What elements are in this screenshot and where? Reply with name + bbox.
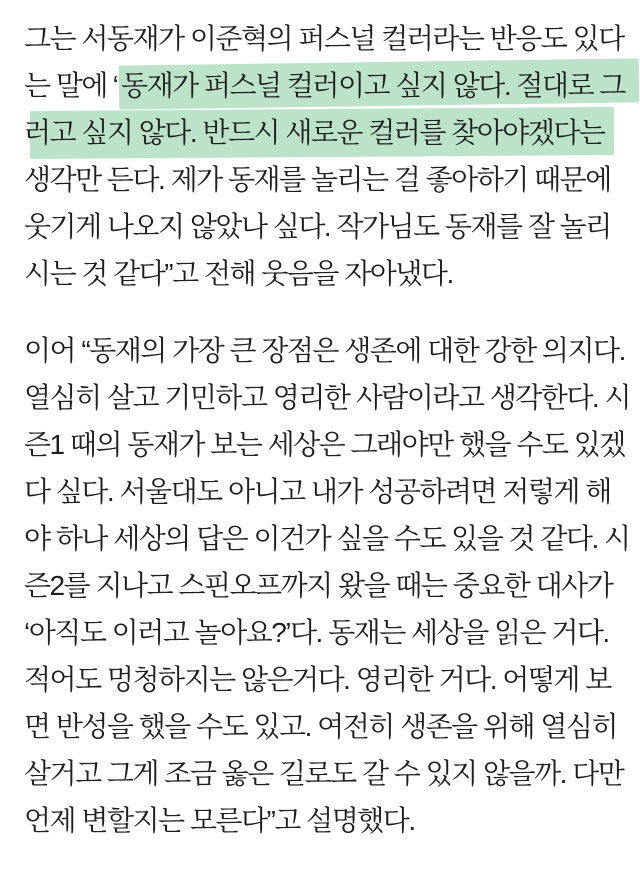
paragraph-2 <box>24 327 631 844</box>
text-line: 야 하나 세상의 답은 이건가 싶을 수도 있을 것 같다. 시 <box>24 523 630 554</box>
text-line <box>24 62 625 109</box>
text-line: 생각만 든다. 제가 동재를 놀리는 걸 좋아하기 때문에 <box>24 164 611 195</box>
text-line: 시는 것 같다”고 전해 웃음을 자아냈다. <box>24 258 453 289</box>
text-line: 웃기게 나오지 않았나 싶다. 작가님도 동재를 잘 놀리 <box>24 211 611 242</box>
green-highlighted-text: 동재가 퍼스널 컬러이고 싶지 않다. 절대로 그 <box>121 70 625 101</box>
text-line: 면 반성을 했을 수도 있고. 여전히 생존을 위해 열심히 <box>24 711 618 742</box>
green-highlighted-text: 러고 싶지 않다. 반드시 새로운 컬러를 찾아야겠다는 <box>24 117 605 148</box>
text-line: ‘아직도 이러고 놀아요?’다. 동재는 세상을 읽은 거다. <box>24 617 609 648</box>
paragraph-1 <box>24 15 625 297</box>
text-line: 즌1 때의 동재가 보는 세상은 그래야만 했을 수도 있겠 <box>24 429 625 460</box>
text-line: 즌2를 지나고 스핀오프까지 왔을 때는 중요한 대사가 <box>24 570 613 601</box>
text-line: 그는 서동재가 이준혁의 퍼스널 컬러라는 반응도 있다 <box>24 23 624 54</box>
text-line: 이어 “동재의 가장 큰 장점은 생존에 대한 강한 의지다. <box>24 335 625 366</box>
text-line: 다 싶다. 서울대도 아니고 내가 성공하려면 저렇게 해 <box>24 476 611 507</box>
text-segment: 는 말에 “ <box>24 70 122 101</box>
text-line: 언제 변할지는 모른다”고 설명했다. <box>24 805 415 836</box>
text-line: 열심히 살고 기민하고 영리한 사람이라고 생각한다. 시 <box>24 382 631 413</box>
text-line: 살거고 그게 조금 옳은 길로도 갈 수 있지 않을까. 다만 <box>24 758 624 789</box>
text-line <box>24 109 616 156</box>
text-line: 적어도 멍청하지는 않은거다. 영리한 거다. 어떻게 보 <box>24 664 611 695</box>
